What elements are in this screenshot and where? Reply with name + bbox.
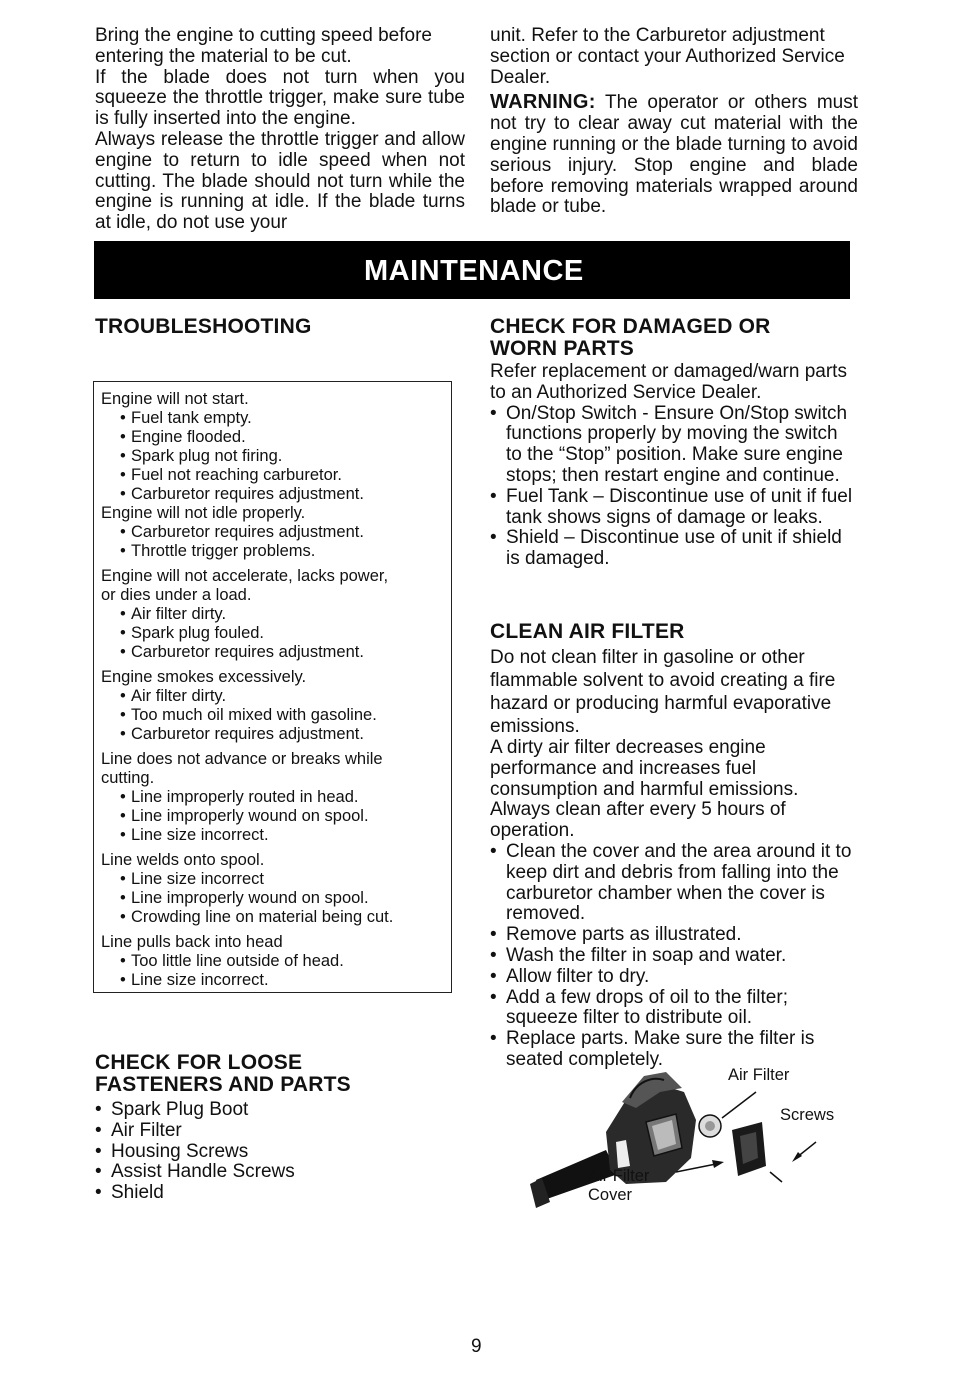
issue-title: Line pulls back into head — [101, 933, 283, 951]
warning-label: WARNING: — [490, 91, 596, 114]
air-filter-steps — [490, 842, 858, 1071]
issue-title: Engine will not accelerate, lacks power, or dies under a load. — [101, 567, 389, 604]
fastener-item: • Air Filter — [95, 1121, 465, 1142]
maintenance-banner — [94, 241, 850, 299]
damaged-parts-heading: CHECK FOR DAMAGED OR WORN PARTS — [490, 315, 771, 360]
air-filter-warning: Do not clean filter in gasoline or other flammable solvent to avoid creating a fire hazard or producing harmful evaporative emissions. — [490, 647, 836, 737]
fasteners-list — [95, 1100, 465, 1204]
cause-item: • Air filter dirty. — [94, 687, 451, 706]
issue-title: Engine smokes excessively. — [101, 668, 307, 686]
page-number: 9 — [471, 1336, 482, 1357]
damaged-part-item: • On/Stop Switch - Ensure On/Stop switch functions properly by moving the switch to the “Stop” position. Make sure engine stops; then restart engine and continue. — [490, 404, 858, 487]
cause-item: • Fuel not reaching carburetor. — [94, 466, 451, 485]
cause-item: • Carburetor requires adjustment. — [94, 725, 451, 744]
air-filter-step: • Add a few drops of oil to the filter; squeeze filter to distribute oil. — [490, 988, 858, 1030]
issue-title: Line welds onto spool. — [101, 851, 265, 869]
air-filter-illustration — [526, 1062, 848, 1212]
intro-continuation: unit. Refer to the Carburetor adjustment section or contact your Authorized Service Dealer. — [490, 25, 845, 88]
fastener-item: • Shield — [95, 1183, 465, 1204]
air-filter-label: Air Filter — [728, 1066, 790, 1084]
issue-title: Line does not advance or breaks while cutting. — [101, 750, 383, 787]
issue-group — [94, 851, 451, 927]
loose-fasteners-heading: CHECK FOR LOOSE FASTENERS AND PARTS — [95, 1051, 351, 1096]
air-filter-cover-label: Air Filter Cover — [588, 1167, 650, 1204]
air-filter-step: • Replace parts. Make sure the filter is seated completely. — [490, 1029, 858, 1071]
cause-item: • Fuel tank empty. — [94, 409, 451, 428]
air-filter-step: • Clean the cover and the area around it to keep dirt and debris from falling into the carburetor chamber when the cover is removed. — [490, 842, 858, 925]
fastener-item: • Housing Screws — [95, 1142, 465, 1163]
air-filter-section — [490, 621, 858, 1071]
warning-paragraph — [490, 92, 858, 218]
troubleshooting-box — [93, 381, 452, 993]
cause-item: • Line improperly routed in head. — [94, 788, 451, 807]
issue-group — [94, 933, 451, 990]
damaged-parts-section — [490, 316, 858, 570]
screws-label: Screws — [780, 1106, 835, 1124]
cause-item: • Carburetor requires adjustment. — [94, 523, 451, 542]
troubleshooting-list — [94, 382, 451, 990]
cause-item: • Carburetor requires adjustment. — [94, 643, 451, 662]
cause-item: • Spark plug not firing. — [94, 447, 451, 466]
issue-group — [94, 567, 451, 662]
cause-item: • Engine flooded. — [94, 428, 451, 447]
cause-item: • Line improperly wound on spool. — [94, 889, 451, 908]
intro-left-text — [95, 26, 465, 234]
cause-item: • Crowding line on material being cut. — [94, 908, 451, 927]
trimmer-engine-drawing — [526, 1062, 848, 1212]
cause-item: • Too much oil mixed with gasoline. — [94, 706, 451, 725]
issue-group — [94, 390, 451, 504]
loose-fasteners-section — [95, 1052, 465, 1204]
cause-item: • Line improperly wound on spool. — [94, 807, 451, 826]
cause-item: • Air filter dirty. — [94, 605, 451, 624]
issue-title: Engine will not idle properly. — [101, 504, 306, 522]
cause-item: • Spark plug fouled. — [94, 624, 451, 643]
intro-paragraph: Bring the engine to cutting speed before entering the material to be cut. — [95, 25, 432, 67]
cause-item: • Line size incorrect — [94, 870, 451, 889]
issue-title: Engine will not start. — [101, 390, 249, 408]
fastener-item: • Assist Handle Screws — [95, 1162, 465, 1183]
intro-right-text — [490, 26, 858, 218]
issue-group — [94, 750, 451, 845]
warning-text: The operator or others must not try to clear away cut material with the engine running or the blade turning to avoid serious injury. Stop engine and blade before removing materials wrapped around blade or tube. — [490, 92, 858, 218]
air-filter-step: • Allow filter to dry. — [490, 967, 858, 988]
damaged-part-item: • Shield – Discontinue use of unit if shield is damaged. — [490, 528, 858, 570]
damaged-parts-intro: Refer replacement or damaged/warn parts to an Authorized Service Dealer. — [490, 361, 847, 403]
cause-item: • Line size incorrect. — [94, 971, 451, 990]
damaged-part-item: • Fuel Tank – Discontinue use of unit if fuel tank shows signs of damage or leaks. — [490, 487, 858, 529]
banner-title: MAINTENANCE — [364, 255, 584, 287]
cause-item: • Carburetor requires adjustment. — [94, 485, 451, 504]
issue-group — [94, 504, 451, 561]
fastener-item: • Spark Plug Boot — [95, 1100, 465, 1121]
troubleshooting-heading: TROUBLESHOOTING — [95, 315, 312, 338]
air-filter-paragraph: A dirty air filter decreases engine performance and increases fuel consumption and harmful emissions. Always clean after every 5 hours of operation. — [490, 737, 799, 842]
cause-item: • Throttle trigger problems. — [94, 542, 451, 561]
cause-item: • Line size incorrect. — [94, 826, 451, 845]
air-filter-step: • Wash the filter in soap and water. — [490, 946, 858, 967]
air-filter-step: • Remove parts as illustrated. — [490, 925, 858, 946]
issue-group — [94, 668, 451, 744]
intro-paragraph: If the blade does not turn when you squeeze the throttle trigger, make sure tube is fully inserted into the engine. — [95, 66, 465, 130]
cause-item: • Too little line outside of head. — [94, 952, 451, 971]
intro-paragraph: Always release the throttle trigger and allow engine to return to idle speed when not cutting. The blade should not turn while the engine is running at idle. If the blade turns at idle, do not use your — [95, 128, 465, 234]
air-filter-heading: CLEAN AIR FILTER — [490, 620, 685, 643]
damaged-parts-list — [490, 404, 858, 570]
